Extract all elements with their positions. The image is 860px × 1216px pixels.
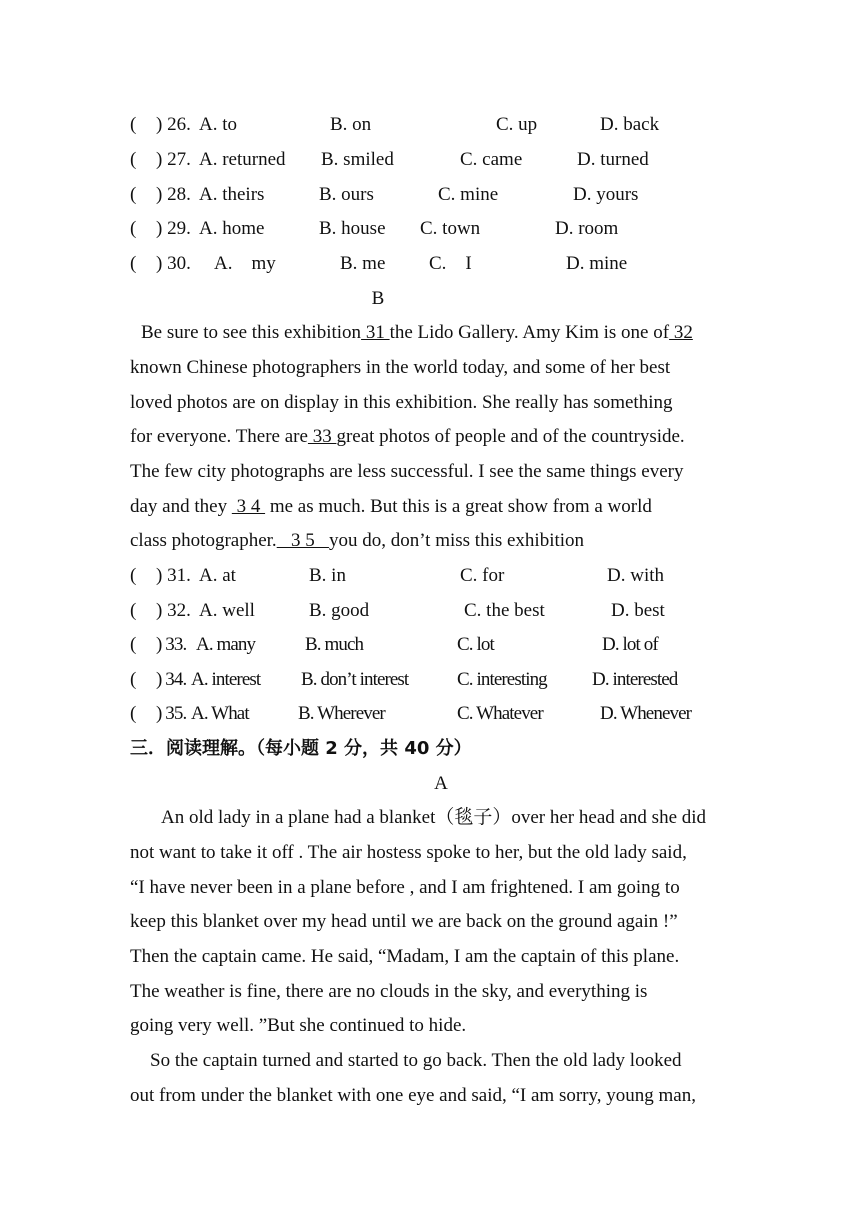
answer-paren[interactable]: ( bbox=[130, 114, 137, 135]
option-d: D. yours bbox=[573, 184, 639, 205]
option-c: C. the best bbox=[464, 600, 545, 621]
answer-paren[interactable]: ( bbox=[130, 565, 137, 586]
option-a: A. interest bbox=[191, 669, 261, 690]
option-c: C. mine bbox=[438, 184, 499, 205]
passage-text: day and they bbox=[130, 496, 232, 517]
passage-text: the Lido Gallery. Amy Kim is one of bbox=[389, 322, 670, 343]
option-a: A. at bbox=[199, 565, 236, 586]
option-c: C. Whatever bbox=[457, 703, 543, 724]
passage-a-line-6: The weather is fine, there are no clouds in the sky, and everything is bbox=[130, 981, 648, 1002]
passage-a-line-2: not want to take it off . The air hostess spoke to her, but the old lady said, bbox=[130, 842, 687, 863]
question-number: ) 27. bbox=[156, 149, 191, 170]
passage-a-line-8: So the captain turned and started to go back. Then the old lady looked bbox=[150, 1050, 682, 1071]
blank-32: 32 bbox=[669, 322, 693, 343]
answer-paren[interactable]: ( bbox=[130, 703, 136, 724]
option-a: A. home bbox=[199, 218, 265, 239]
passage-text: class photographer. bbox=[130, 530, 277, 551]
passage-a-line-7: going very well. ”But she continued to hide. bbox=[130, 1015, 467, 1036]
option-b: B. house bbox=[319, 218, 386, 239]
option-b: B. ours bbox=[319, 184, 374, 205]
passage-b-line-2: known Chinese photographers in the world today, and some of her best bbox=[130, 357, 671, 378]
answer-paren[interactable]: ( bbox=[130, 218, 137, 239]
answer-paren[interactable]: ( bbox=[130, 669, 136, 690]
passage-a-line-4: keep this blanket over my head until we are back on the ground again !” bbox=[130, 911, 678, 932]
answer-paren[interactable]: ( bbox=[130, 149, 137, 170]
question-number: ) 26. bbox=[156, 114, 191, 135]
option-b: B. much bbox=[305, 634, 364, 655]
option-b: B. me bbox=[340, 253, 386, 274]
answer-paren[interactable]: ( bbox=[130, 184, 137, 205]
option-a: A. returned bbox=[199, 149, 286, 170]
option-d: D. back bbox=[600, 114, 660, 135]
option-a: A. well bbox=[199, 600, 255, 621]
option-b: B. in bbox=[309, 565, 346, 586]
passage-b-line-3: loved photos are on display in this exhibition. She really has something bbox=[130, 392, 673, 413]
passage-b-line-6 bbox=[130, 490, 652, 524]
question-number: ) 31. bbox=[156, 565, 191, 586]
passage-text: me as much. But this is a great show from a world bbox=[265, 496, 652, 517]
passage-b-line-5: The few city photographs are less successful. I see the same things every bbox=[130, 461, 684, 482]
option-d: D. room bbox=[555, 218, 619, 239]
passage-a-line-3: “I have never been in a plane before , and I am frightened. I am going to bbox=[130, 877, 680, 898]
option-c: C. up bbox=[496, 114, 538, 135]
question-number: ) 28. bbox=[156, 184, 191, 205]
passage-a-line-9: out from under the blanket with one eye and said, “I am sorry, young man, bbox=[130, 1085, 696, 1106]
option-d: D. interested bbox=[592, 669, 678, 690]
option-a: A. What bbox=[191, 703, 249, 724]
question-number: ) 35. bbox=[156, 703, 187, 724]
option-d: D. lot of bbox=[602, 634, 658, 655]
question-number: ) 32. bbox=[156, 600, 191, 621]
option-d: D. turned bbox=[577, 149, 649, 170]
option-b: B. Wherever bbox=[298, 703, 385, 724]
reading-section-heading: 三．阅读理解。（每小题 2 分，共 40 分） bbox=[130, 738, 472, 759]
passage-text: Be sure to see this exhibition bbox=[141, 322, 362, 343]
passage-b-line-1 bbox=[141, 316, 693, 350]
option-a: A. theirs bbox=[199, 184, 265, 205]
passage-text: for everyone. There are bbox=[130, 426, 308, 447]
passage-text: great photos of people and of the countryside. bbox=[336, 426, 685, 447]
option-a: A. to bbox=[199, 114, 237, 135]
option-b: B. smiled bbox=[321, 149, 394, 170]
option-d: D. with bbox=[607, 565, 664, 586]
question-number: ) 33. bbox=[156, 634, 187, 655]
blank-31: 31 bbox=[361, 322, 390, 343]
passage-text: you do, don’t miss this exhibition bbox=[328, 530, 585, 551]
blank-33: 33 bbox=[307, 426, 337, 447]
passage-a-line-1: An old lady in a plane had a blanket（毯子）over her head and she did bbox=[161, 807, 707, 828]
answer-paren[interactable]: ( bbox=[130, 634, 136, 655]
passage-a-line-5: Then the captain came. He said, “Madam, I am the captain of this plane. bbox=[130, 946, 680, 967]
answer-paren[interactable]: ( bbox=[130, 253, 137, 274]
option-a: A. my bbox=[214, 253, 276, 274]
section-b-label: B bbox=[371, 288, 385, 309]
blank-35: 3 5 bbox=[276, 530, 329, 551]
answer-paren[interactable]: ( bbox=[130, 600, 137, 621]
option-d: D. best bbox=[611, 600, 665, 621]
option-b: B. good bbox=[309, 600, 370, 621]
option-d: D. Whenever bbox=[600, 703, 692, 724]
option-c: C. I bbox=[429, 253, 472, 274]
question-number: ) 34. bbox=[156, 669, 187, 690]
option-c: C. came bbox=[460, 149, 523, 170]
passage-b-line-7 bbox=[130, 524, 584, 558]
blank-34: 3 4 bbox=[231, 496, 266, 517]
section-a-label: A bbox=[434, 773, 448, 794]
question-number: ) 30. bbox=[156, 253, 191, 274]
option-c: C. for bbox=[460, 565, 505, 586]
option-c: C. interesting bbox=[457, 669, 547, 690]
option-b: B. don’t interest bbox=[301, 669, 409, 690]
passage-b-line-4 bbox=[130, 420, 685, 454]
option-a: A. many bbox=[196, 634, 256, 655]
option-b: B. on bbox=[330, 114, 372, 135]
option-c: C. town bbox=[420, 218, 481, 239]
option-d: D. mine bbox=[566, 253, 628, 274]
question-number: ) 29. bbox=[156, 218, 191, 239]
option-c: C. lot bbox=[457, 634, 494, 655]
